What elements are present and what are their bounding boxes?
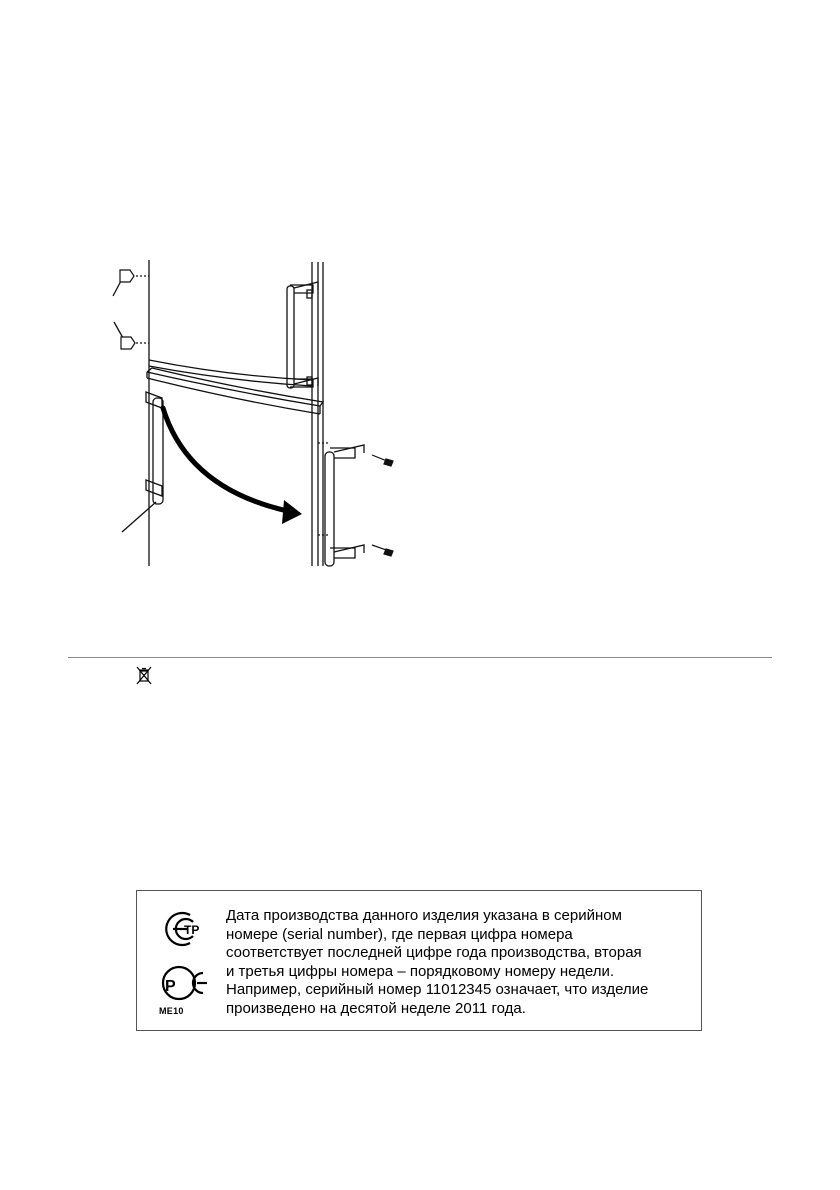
production-date-text	[226, 907, 696, 1019]
info-line: соответствует последней цифре года производства, вторая	[226, 944, 642, 962]
info-line: Дата производства данного изделия указана в серийном	[226, 907, 622, 924]
screw-icon	[372, 455, 393, 556]
info-line: и третья цифры номера – порядковому номеру недели.	[226, 962, 615, 980]
svg-text:ТР: ТР	[184, 923, 200, 937]
upper-door-handle-icon	[287, 282, 318, 388]
section-divider	[68, 657, 772, 658]
lower-right-handle-icon	[325, 445, 364, 566]
plug-cap-icon	[120, 270, 135, 349]
certification-marks	[157, 903, 207, 1023]
arrow-icon	[163, 408, 302, 524]
production-date-info-box	[136, 890, 702, 1031]
svg-text:Р: Р	[165, 978, 176, 995]
certification-code: ME10	[159, 1006, 184, 1016]
info-line: Например, серийный номер 11012345 означает, что изделие	[226, 981, 649, 999]
info-line: номере (serial number), где первая цифра номера	[226, 925, 573, 943]
info-line: произведено на десятой неделе 2011 года.	[226, 999, 526, 1017]
crossed-out-bin-icon	[136, 666, 152, 686]
